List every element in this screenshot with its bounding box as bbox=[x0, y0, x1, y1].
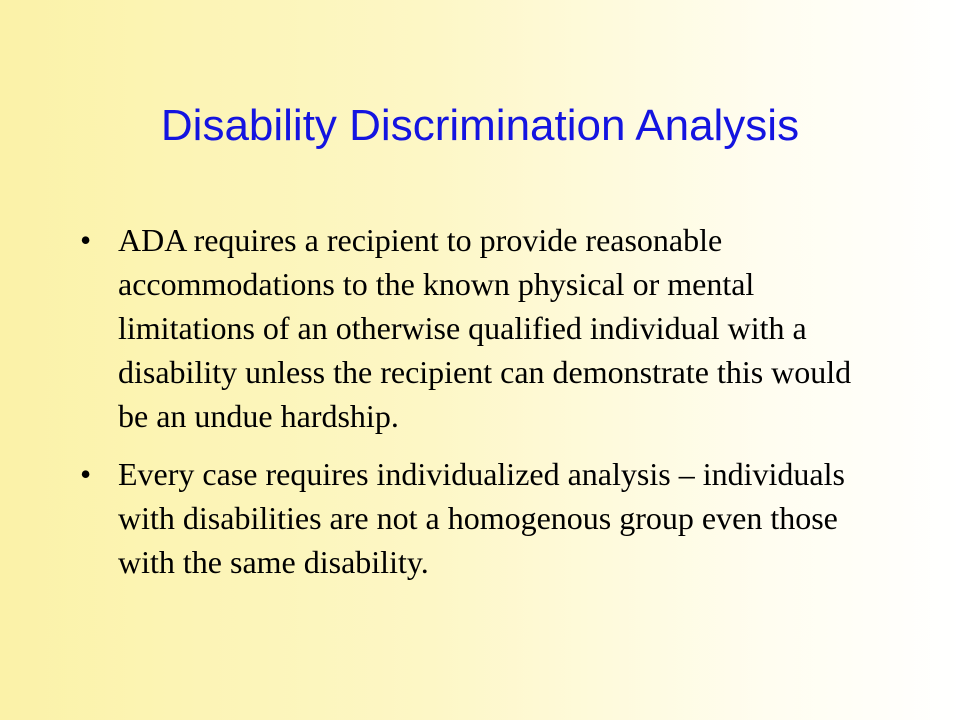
bullet-item bbox=[80, 218, 880, 438]
bullet-list bbox=[80, 218, 880, 598]
bullet-icon: • bbox=[80, 456, 92, 492]
bullet-text: ADA requires a recipient to provide reasonable accommodations to the known physical or mental limitations of an otherwise qualified individual with a disability unless the recipient can demonstrate this would be an undue hardship. bbox=[118, 222, 852, 434]
bullet-text: Every case requires individualized analysis – individuals with disabilities are not a homogenous group even those with the same disability. bbox=[118, 456, 845, 580]
bullet-item bbox=[80, 452, 880, 584]
bullet-icon: • bbox=[80, 222, 92, 258]
slide-title: Disability Discrimination Analysis bbox=[160, 101, 800, 150]
